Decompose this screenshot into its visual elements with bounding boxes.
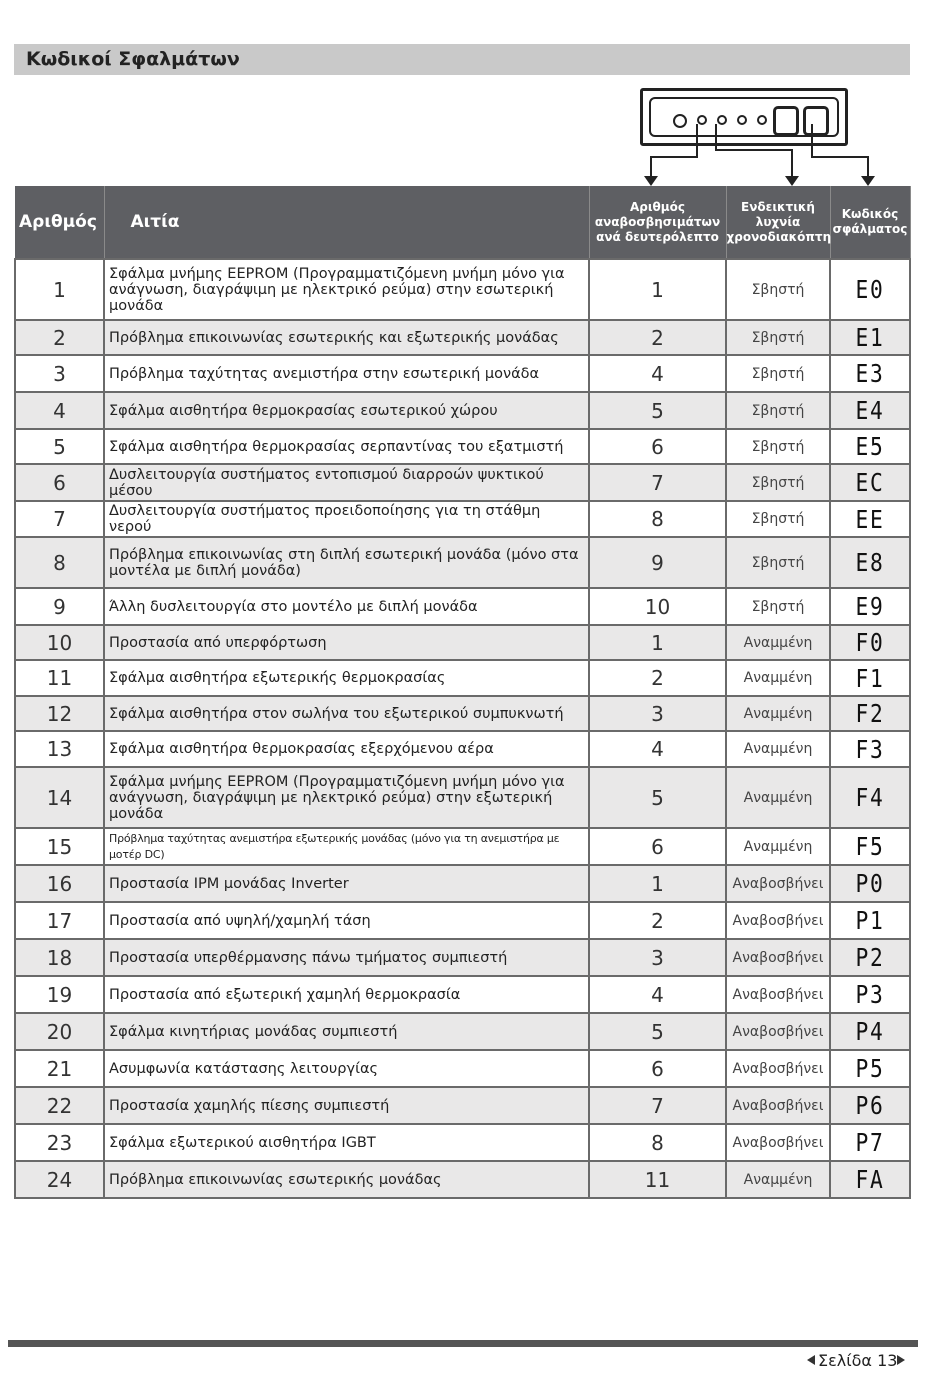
error-code-display: F2 — [855, 699, 885, 728]
row-number: 5 — [15, 429, 104, 464]
header-timer-lamp: Ενδεικτική λυχνία χρονοδιακόπτη — [726, 186, 830, 259]
row-number: 19 — [15, 976, 104, 1013]
table-row — [15, 588, 910, 625]
row-timer-lamp-state: Σβηστή — [726, 259, 830, 320]
row-error-code — [830, 464, 910, 501]
row-number: 9 — [15, 588, 104, 625]
row-timer-lamp-state: Αναμμένη — [726, 696, 830, 731]
row-cause: Προστασία IPM μονάδας Inverter — [104, 865, 589, 902]
row-error-code — [830, 1013, 910, 1050]
row-error-code — [830, 902, 910, 939]
row-cause: Σφάλμα αισθητήρα εξωτερικής θερμοκρασίας — [104, 660, 589, 696]
row-timer-lamp-state: Σβηστή — [726, 320, 830, 355]
row-error-code — [830, 731, 910, 767]
row-error-code — [830, 696, 910, 731]
row-cause: Σφάλμα εξωτερικού αισθητήρα IGBT — [104, 1124, 589, 1161]
row-timer-lamp-state: Αναβοσβήνει — [726, 902, 830, 939]
row-number: 23 — [15, 1124, 104, 1161]
row-number: 11 — [15, 660, 104, 696]
row-blink-count: 11 — [589, 1161, 726, 1198]
error-code-display: EC — [855, 468, 885, 497]
row-cause: Σφάλμα αισθητήρα θερμοκρασίας εσωτερικού χώρου — [104, 392, 589, 429]
error-code-display: F0 — [855, 628, 885, 657]
row-blink-count: 4 — [589, 976, 726, 1013]
row-cause: Άλλη δυσλειτουργία στο μοντέλο με διπλή μονάδα — [104, 588, 589, 625]
table-row — [15, 1013, 910, 1050]
row-blink-count: 10 — [589, 588, 726, 625]
row-error-code — [830, 828, 910, 865]
row-timer-lamp-state: Αναβοσβήνει — [726, 865, 830, 902]
row-cause: Δυσλειτουργία συστήματος εντοπισμού διαρροών ψυκτικού μέσου — [104, 464, 589, 501]
row-blink-count: 5 — [589, 767, 726, 828]
row-timer-lamp-state: Αναμμένη — [726, 828, 830, 865]
row-blink-count: 1 — [589, 625, 726, 660]
row-timer-lamp-state: Αναμμένη — [726, 767, 830, 828]
header-blinks: Αριθμός αναβοσβησιμάτων ανά δευτερόλεπτο — [589, 186, 726, 259]
row-error-code — [830, 259, 910, 320]
row-number: 15 — [15, 828, 104, 865]
row-timer-lamp-state: Αναμμένη — [726, 731, 830, 767]
row-timer-lamp-state: Αναμμένη — [726, 660, 830, 696]
row-cause: Πρόβλημα επικοινωνίας εσωτερικής μονάδας — [104, 1161, 589, 1198]
row-cause: Σφάλμα αισθητήρα στον σωλήνα του εξωτερικού συμπυκνωτή — [104, 696, 589, 731]
row-blink-count: 9 — [589, 537, 726, 588]
row-error-code — [830, 588, 910, 625]
table-row — [15, 731, 910, 767]
page-number: Σελίδα 13 — [818, 1351, 898, 1370]
table-row — [15, 660, 910, 696]
row-cause: Πρόβλημα επικοινωνίας στη διπλή εσωτερική μονάδα (μόνο στα μοντέλα με διπλή μονάδα) — [104, 537, 589, 588]
row-blink-count: 5 — [589, 1013, 726, 1050]
row-blink-count: 2 — [589, 320, 726, 355]
error-code-display: P4 — [855, 1017, 885, 1046]
row-cause: Προστασία από υπερφόρτωση — [104, 625, 589, 660]
table-row — [15, 865, 910, 902]
table-row — [15, 429, 910, 464]
row-error-code — [830, 355, 910, 392]
row-cause: Σφάλμα αισθητήρα θερμοκρασίας εξερχόμενου αέρα — [104, 731, 589, 767]
error-code-display: F5 — [855, 832, 885, 861]
row-blink-count: 7 — [589, 464, 726, 501]
header-error-code: Κωδικός σφάλματος — [830, 186, 910, 259]
row-blink-count: 1 — [589, 259, 726, 320]
error-code-display: F1 — [855, 663, 885, 693]
row-cause: Προστασία από υψηλή/χαμηλή τάση — [104, 902, 589, 939]
table-row — [15, 355, 910, 392]
row-timer-lamp-state: Σβηστή — [726, 355, 830, 392]
row-timer-lamp-state: Αναβοσβήνει — [726, 1124, 830, 1161]
previous-page-icon[interactable] — [807, 1355, 815, 1365]
error-code-display: F3 — [855, 734, 885, 764]
row-error-code — [830, 392, 910, 429]
error-code-display: E0 — [855, 275, 885, 304]
row-number: 16 — [15, 865, 104, 902]
row-error-code — [830, 1124, 910, 1161]
row-number: 12 — [15, 696, 104, 731]
row-error-code — [830, 976, 910, 1013]
row-error-code — [830, 429, 910, 464]
table-row — [15, 1050, 910, 1087]
row-blink-count: 8 — [589, 1124, 726, 1161]
row-number: 1 — [15, 259, 104, 320]
row-timer-lamp-state: Σβηστή — [726, 464, 830, 501]
row-error-code — [830, 1050, 910, 1087]
row-number: 21 — [15, 1050, 104, 1087]
row-number: 6 — [15, 464, 104, 501]
row-blink-count: 6 — [589, 1050, 726, 1087]
row-number: 7 — [15, 501, 104, 537]
error-code-display: P6 — [855, 1091, 885, 1120]
row-blink-count: 2 — [589, 902, 726, 939]
row-number: 8 — [15, 537, 104, 588]
table-row — [15, 902, 910, 939]
row-timer-lamp-state: Σβηστή — [726, 429, 830, 464]
row-timer-lamp-state: Αναμμένη — [726, 625, 830, 660]
header-cause: Αιτία — [104, 186, 589, 259]
row-timer-lamp-state: Αναμμένη — [726, 1161, 830, 1198]
indicator-arrows — [0, 0, 950, 200]
row-cause: Προστασία χαμηλής πίεσης συμπιεστή — [104, 1087, 589, 1124]
row-number: 10 — [15, 625, 104, 660]
row-blink-count: 1 — [589, 865, 726, 902]
row-timer-lamp-state: Σβηστή — [726, 392, 830, 429]
error-code-display: E4 — [855, 396, 885, 425]
row-timer-lamp-state: Σβηστή — [726, 588, 830, 625]
row-error-code — [830, 1087, 910, 1124]
row-error-code — [830, 625, 910, 660]
row-blink-count: 4 — [589, 355, 726, 392]
row-error-code — [830, 501, 910, 537]
row-timer-lamp-state: Αναβοσβήνει — [726, 1013, 830, 1050]
row-cause: Σφάλμα μνήμης EEPROM (Προγραμματιζόμενη μνήμη μόνο για ανάγνωση, διαγράψιμη με ηλεκτρικό ρεύμα) στην εξωτερική μονάδα — [104, 767, 589, 828]
row-blink-count: 6 — [589, 429, 726, 464]
table-row — [15, 939, 910, 976]
row-cause: Προστασία από εξωτερική χαμηλή θερμοκρασία — [104, 976, 589, 1013]
error-code-display: E9 — [855, 592, 885, 621]
row-blink-count: 5 — [589, 392, 726, 429]
row-number: 20 — [15, 1013, 104, 1050]
error-code-display: P3 — [855, 980, 885, 1009]
row-number: 24 — [15, 1161, 104, 1198]
table-row — [15, 696, 910, 731]
table-row — [15, 320, 910, 355]
row-error-code — [830, 865, 910, 902]
error-code-display: FA — [855, 1165, 885, 1194]
row-cause: Πρόβλημα επικοινωνίας εσωτερικής και εξωτερικής μονάδας — [104, 320, 589, 355]
row-blink-count: 3 — [589, 939, 726, 976]
row-number: 4 — [15, 392, 104, 429]
table-row — [15, 1124, 910, 1161]
row-number: 13 — [15, 731, 104, 767]
row-blink-count: 2 — [589, 660, 726, 696]
error-code-display: P0 — [855, 869, 885, 898]
row-number: 2 — [15, 320, 104, 355]
row-blink-count: 6 — [589, 828, 726, 865]
table-header-row — [15, 186, 910, 259]
table-row — [15, 1161, 910, 1198]
row-number: 18 — [15, 939, 104, 976]
row-error-code — [830, 537, 910, 588]
row-blink-count: 4 — [589, 731, 726, 767]
table-row — [15, 625, 910, 660]
error-code-display: F4 — [855, 783, 885, 812]
table-row — [15, 259, 910, 320]
row-error-code — [830, 767, 910, 828]
row-blink-count: 8 — [589, 501, 726, 537]
row-timer-lamp-state: Αναβοσβήνει — [726, 1087, 830, 1124]
table-row — [15, 537, 910, 588]
footer-rule — [8, 1340, 918, 1347]
error-code-display: E3 — [855, 359, 885, 388]
row-timer-lamp-state: Αναβοσβήνει — [726, 1050, 830, 1087]
table-row — [15, 1087, 910, 1124]
table-row — [15, 464, 910, 501]
row-number: 17 — [15, 902, 104, 939]
row-number: 22 — [15, 1087, 104, 1124]
error-code-display: P2 — [855, 943, 885, 972]
row-cause: Ασυμφωνία κατάστασης λειτουργίας — [104, 1050, 589, 1087]
page-title: Κωδικοί Σφαλμάτων — [26, 48, 240, 70]
error-code-display: EE — [855, 504, 885, 534]
row-cause: Πρόβλημα ταχύτητας ανεμιστήρα εξωτερικής μονάδας (μόνο για τη ανεμιστήρα με μοτέρ DC) — [104, 828, 589, 865]
row-cause: Σφάλμα κινητήριας μονάδας συμπιεστή — [104, 1013, 589, 1050]
row-cause: Σφάλμα μνήμης EEPROM (Προγραμματιζόμενη μνήμη μόνο για ανάγνωση, διαγράψιμη με ηλεκτρικό ρεύμα) στην εσωτερική μονάδα — [104, 259, 589, 320]
row-error-code — [830, 320, 910, 355]
error-code-display: E5 — [855, 432, 885, 461]
next-page-icon[interactable] — [897, 1355, 905, 1365]
row-error-code — [830, 1161, 910, 1198]
table-row — [15, 392, 910, 429]
row-number: 3 — [15, 355, 104, 392]
table-row — [15, 828, 910, 865]
row-timer-lamp-state: Αναβοσβήνει — [726, 976, 830, 1013]
error-codes-table — [14, 186, 911, 1199]
error-code-display: P7 — [855, 1128, 885, 1157]
error-code-display: P5 — [855, 1054, 885, 1083]
row-cause: Σφάλμα αισθητήρα θερμοκρασίας σερπαντίνας του εξατμιστή — [104, 429, 589, 464]
row-blink-count: 7 — [589, 1087, 726, 1124]
row-blink-count: 3 — [589, 696, 726, 731]
row-timer-lamp-state: Σβηστή — [726, 537, 830, 588]
row-error-code — [830, 939, 910, 976]
error-code-display: E8 — [855, 548, 885, 577]
error-code-display: P1 — [855, 906, 885, 935]
table-row — [15, 501, 910, 537]
row-number: 14 — [15, 767, 104, 828]
row-timer-lamp-state: Σβηστή — [726, 501, 830, 537]
table-row — [15, 767, 910, 828]
row-timer-lamp-state: Αναβοσβήνει — [726, 939, 830, 976]
table-row — [15, 976, 910, 1013]
row-cause: Δυσλειτουργία συστήματος προειδοποίησης για τη στάθμη νερού — [104, 501, 589, 537]
header-number: Αριθμός — [15, 186, 104, 259]
row-error-code — [830, 660, 910, 696]
row-cause: Πρόβλημα ταχύτητας ανεμιστήρα στην εσωτερική μονάδα — [104, 355, 589, 392]
error-code-display: E1 — [855, 323, 885, 352]
row-cause: Προστασία υπερθέρμανσης πάνω τμήματος συμπιεστή — [104, 939, 589, 976]
